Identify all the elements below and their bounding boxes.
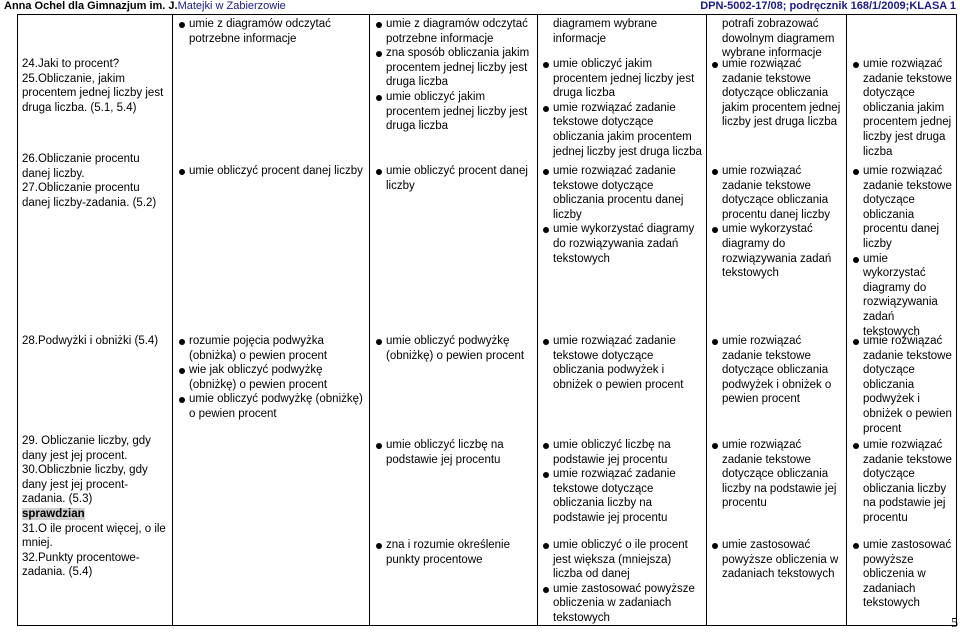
requirements-column-5 xyxy=(711,438,844,511)
lesson-topic: 29. Obliczanie liczby, gdy dany jest jej procent. xyxy=(22,435,151,462)
requirements-column-4 xyxy=(542,538,702,626)
requirements-column-5 xyxy=(711,164,844,281)
requirement-item: umie rozwiązać zadanie tekstowe dotyczące obliczania jakim procentem jednej liczby jest druga liczba xyxy=(542,101,702,159)
requirement-item: umie obliczyć liczbę na podstawie jej procentu xyxy=(542,438,702,467)
requirements-column-5 xyxy=(711,57,844,130)
lesson-topic: 31.O ile procent więcej, o ile mniej. xyxy=(22,522,166,550)
requirements-list xyxy=(178,17,366,46)
requirements-list xyxy=(852,334,952,436)
requirements-list xyxy=(542,164,702,266)
requirement-item: umie zastosować powyższe obliczenia w zadaniach tekstowych xyxy=(542,582,702,626)
requirements-column-2 xyxy=(178,334,366,422)
requirement-item: umie zastosować powyższe obliczenia w zadaniach tekstowych xyxy=(852,538,952,611)
continuation-line: potrafi zobrazować xyxy=(722,18,819,30)
requirements-column-2 xyxy=(178,17,366,46)
requirements-list xyxy=(178,334,366,422)
requirements-list xyxy=(375,538,533,567)
continuation-line: dowolnym diagramem xyxy=(722,32,835,45)
requirements-column-4 xyxy=(542,334,702,392)
requirements-list xyxy=(852,538,952,611)
requirements-column-3 xyxy=(375,438,533,467)
page-header xyxy=(0,0,960,14)
requirements-column-6 xyxy=(852,334,952,436)
requirements-column-3 xyxy=(375,538,533,567)
table-border-left xyxy=(17,14,18,626)
requirement-item: umie rozwiązać zadanie tekstowe dotyczące obliczania jakim procentem jednej liczby jest druga liczba xyxy=(711,57,844,130)
continuation-line: wybrane informacje xyxy=(722,47,822,60)
requirements-list xyxy=(711,538,844,582)
requirements-list xyxy=(711,164,844,281)
requirement-item: umie rozwiązać zadanie tekstowe dotyczące obliczania liczby na podstawie jej procentu xyxy=(852,438,952,526)
requirements-list xyxy=(852,57,952,159)
topics-group-2 xyxy=(22,152,168,210)
requirements-column-4 xyxy=(542,438,702,526)
column-divider xyxy=(172,14,173,626)
requirement-item: umie wykorzystać diagramy do rozwiązywania zadań tekstowych xyxy=(852,252,952,340)
lesson-topic: 30.Obliczbnie liczby, gdy dany jest jej procent-zadania. (5.3) xyxy=(22,464,148,506)
requirement-item: umie z diagramów odczytać potrzebne informacje xyxy=(375,17,533,46)
requirement-item: umie obliczyć podwyżkę (obniżkę) o pewien procent xyxy=(178,392,366,421)
lesson-topic: 28.Podwyżki i obniżki (5.4) xyxy=(22,335,159,347)
requirements-column-3 xyxy=(375,164,533,193)
column-divider xyxy=(706,14,707,626)
requirement-item: umie obliczyć jakim procentem jednej liczby jest druga liczba xyxy=(375,90,533,134)
requirement-item: umie zastosować powyższe obliczenia w zadaniach tekstowych xyxy=(711,538,844,582)
requirement-item: umie rozwiązać zadanie tekstowe dotyczące obliczania podwyżek i obniżek o pewien procent xyxy=(711,334,844,407)
page-number: 5 xyxy=(951,616,958,631)
requirement-item: umie rozwiązać zadanie tekstowe dotyczące obliczania liczby na podstawie jej procentu xyxy=(711,438,844,511)
requirement-item: umie rozwiązać zadanie tekstowe dotyczące obliczania procentu danej liczby xyxy=(711,164,844,222)
column-divider xyxy=(846,14,847,626)
requirements-column-6 xyxy=(852,164,952,339)
requirements-column-6 xyxy=(852,538,952,611)
requirements-list xyxy=(711,334,844,407)
requirements-column-2 xyxy=(178,164,366,179)
lesson-topic: 27.Obliczanie procentu danej liczby-zadania. (5.2) xyxy=(22,182,157,209)
topics-group-4 xyxy=(22,434,168,580)
requirement-item: umie obliczyć o ile procent jest większa (mniejsza) liczba od danej xyxy=(542,538,702,582)
requirement-item: umie obliczyć podwyżkę (obniżkę) o pewien procent xyxy=(375,334,533,363)
col4-continuation-text: diagramem wybrane informacje xyxy=(553,18,658,45)
requirement-item: umie rozwiązać zadanie tekstowe dotyczące obliczania podwyżek i obniżek o pewien procent xyxy=(542,334,702,392)
requirements-column-6 xyxy=(852,438,952,526)
requirement-item: rozumie pojęcia podwyżka (obniżka) o pewien procent xyxy=(178,334,366,363)
lesson-topic: 32.Punkty procentowe-zadania. (5.4) xyxy=(22,551,140,579)
column-divider xyxy=(537,14,538,626)
requirement-item: umie wykorzystać diagramy do rozwiązywania zadań tekstowych xyxy=(542,222,702,266)
requirement-item: umie rozwiązać zadanie tekstowe dotyczące obliczania podwyżek i obniżek o pewien procent xyxy=(852,334,952,436)
requirements-list xyxy=(542,538,702,626)
lesson-topic: 26.Obliczanie procentu danej liczby. xyxy=(22,153,140,180)
requirements-column-4 xyxy=(542,57,702,159)
lesson-topic: 25.Obliczanie, jakim procentem jednej liczby jest druga liczba. (5.1, 5.4) xyxy=(22,72,164,114)
requirements-list xyxy=(852,164,952,339)
sprawdzian-highlight: sprawdzian xyxy=(22,507,85,520)
requirements-column-5 xyxy=(711,334,844,407)
requirement-item: umie obliczyć jakim procentem jednej liczby jest druga liczba xyxy=(542,57,702,101)
requirements-column-3 xyxy=(375,334,533,363)
requirement-item: umie obliczyć procent danej liczby xyxy=(178,164,366,179)
requirement-item: wie jak obliczyć podwyżkę (obniżkę) o pewien procent xyxy=(178,363,366,392)
column-divider xyxy=(369,14,370,626)
requirement-item: umie rozwiązać zadanie tekstowe dotyczące obliczania liczby na podstawie jej procentu xyxy=(542,467,702,525)
requirements-list xyxy=(375,17,533,46)
requirements-list xyxy=(542,334,702,392)
requirement-item: zna sposób obliczania jakim procentem jednej liczby jest druga liczba xyxy=(375,46,533,90)
requirements-list xyxy=(375,438,533,467)
requirement-item: umie rozwiązać zadanie tekstowe dotyczące obliczania jakim procentem jednej liczby jest druga liczba xyxy=(852,57,952,159)
requirement-item: umie z diagramów odczytać potrzebne informacje xyxy=(178,17,366,46)
topics-group-3 xyxy=(22,334,168,349)
requirement-item: umie obliczyć procent danej liczby xyxy=(375,164,533,193)
requirements-list xyxy=(375,334,533,363)
requirements-list xyxy=(375,164,533,193)
requirements-column-5 xyxy=(711,538,844,582)
requirements-list xyxy=(542,57,702,159)
requirements-column-6 xyxy=(852,57,952,159)
requirements-list xyxy=(711,438,844,511)
requirement-item: umie wykorzystać diagramy do rozwiązywania zadań tekstowych xyxy=(711,222,844,280)
table-border-right xyxy=(956,14,957,626)
requirements-list xyxy=(852,438,952,526)
requirements-list xyxy=(375,46,533,134)
requirements-column-3 xyxy=(375,17,533,134)
requirement-item: umie rozwiązać zadanie tekstowe dotyczące obliczania procentu danej liczby xyxy=(852,164,952,252)
requirements-column-4 xyxy=(542,164,702,266)
lesson-topic: 24.Jaki to procent? xyxy=(22,58,120,70)
table-border-top xyxy=(17,14,956,15)
requirement-item: umie rozwiązać zadanie tekstowe dotyczące obliczania procentu danej liczby xyxy=(542,164,702,222)
col5-continuation-text xyxy=(722,17,846,61)
requirement-item: zna i rozumie określenie punkty procentowe xyxy=(375,538,533,567)
requirements-list xyxy=(711,57,844,130)
header-program-id: DPN-5002-17/08; podręcznik 168/1/2009;KLASA 1 xyxy=(700,0,956,12)
header-author: Anna Ochel dla Gimnazjum im. J.Matejki w Zabierzowie xyxy=(4,0,286,12)
requirements-list xyxy=(178,164,366,179)
table-border-bottom xyxy=(17,625,956,626)
requirements-list xyxy=(542,438,702,526)
topics-group-1 xyxy=(22,57,168,115)
requirement-item: umie obliczyć liczbę na podstawie jej procentu xyxy=(375,438,533,467)
